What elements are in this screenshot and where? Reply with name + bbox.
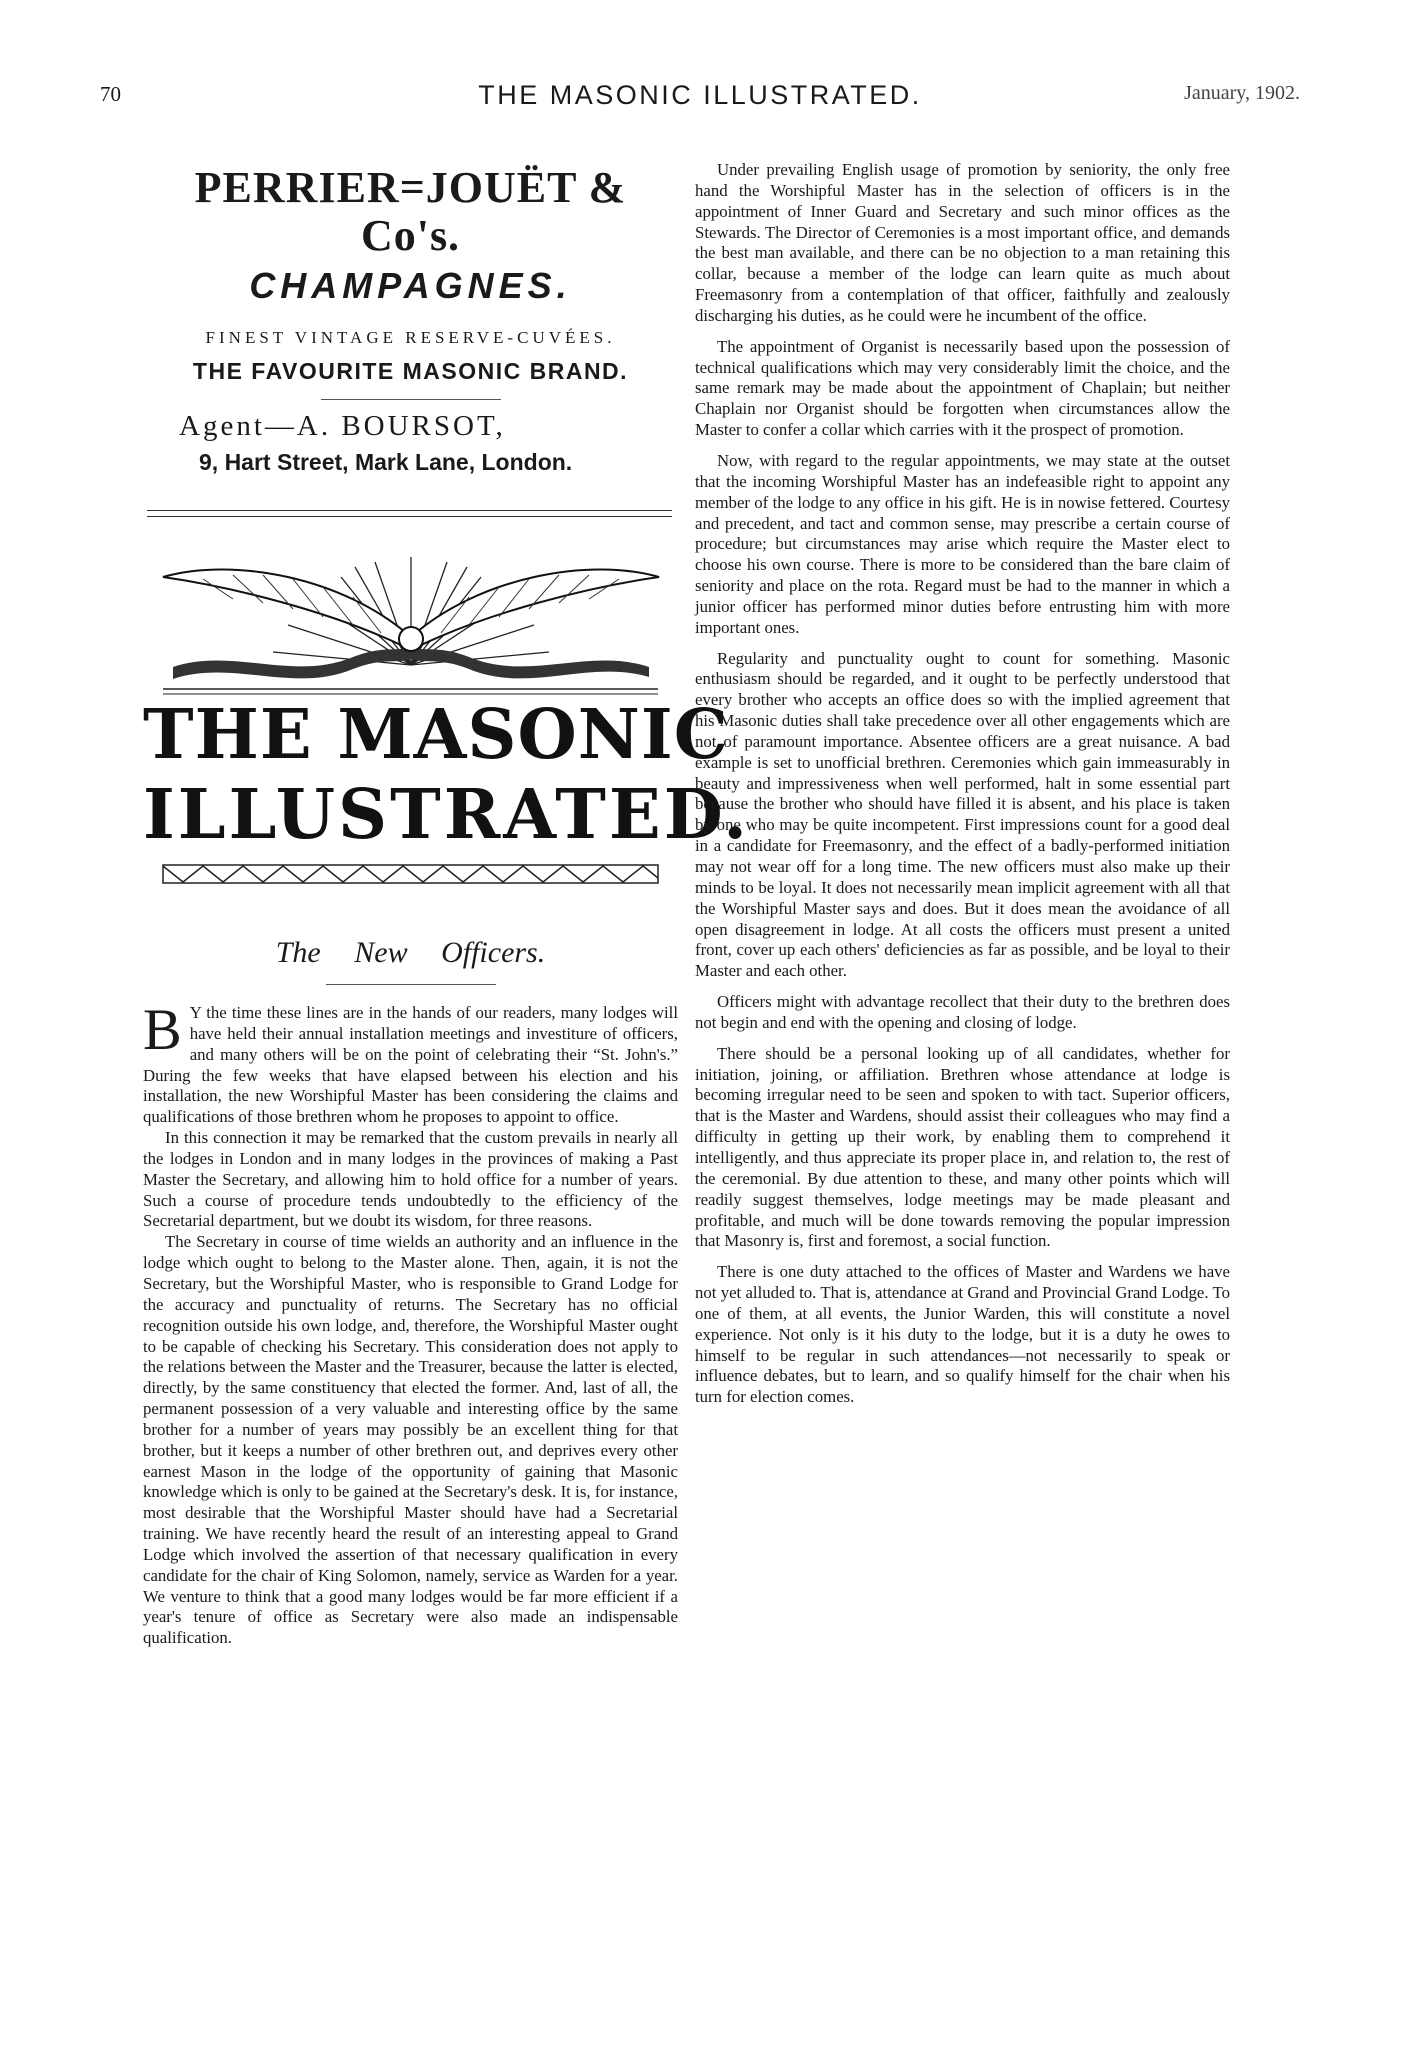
champagne-advertisement bbox=[143, 164, 678, 476]
right-column bbox=[695, 160, 1230, 1418]
paragraph-text: Y the time these lines are in the hands of our readers, many lodges will have held their annual installation meetings and investiture of officers, and many others will be on the point of celebrating their “St. John's.” During the few weeks that have elapsed between his election and his installation, the new Worshipful Master has been considering the claims and qualifications of those brethren whom he proposes to appoint to office. bbox=[143, 1003, 678, 1127]
paragraph: There is one duty attached to the offices of Master and Wardens we have not yet alluded to. That is, attendance at Grand and Provincial Grand Lodge. To one of them, at all events, the Junior Warden, this will constitute a novel experience. Not only is it his duty to the lodge, but it is a duty he owes to himself to be regular in such attendances—not necessarily to speak or influence debates, but to learn, and so qualify himself for the chair when his turn for election comes. bbox=[695, 1262, 1230, 1407]
masthead-line-2: ILLUSTRATED. bbox=[143, 775, 750, 855]
paragraph: The Secretary in course of time wields an authority and an influence in the lodge which ought to belong to the Master alone. Then, again, it is not the Secretary, but the Worshipful Master, who is responsible to Grand Lodge for the accuracy and punctuality of returns. The Secretary has no official recognition outside his own lodge, and, therefore, the Worshipful Master ought to be capable of checking his Secretary. This consideration does not apply to the relations between the Master and the Treasurer, because the latter is elected, directly, by the same constituency that elected the former. And, last of all, the permanent possession of a very valuable and interesting office by the same brother for a number of years may possibly be an excellent thing for that brother, but it keeps a number of other brethren out, and deprives every other earnest Mason in the lodge of the opportunity of gaining that Masonic knowledge which is only to be gained at the Secretary's desk. It is, for instance, most desirable that the Worshipful Master should have had a Secretarial training. We have recently heard the result of an interesting appeal to Grand Lodge which involved the assertion of that necessary qualification in every candidate for the chair of King Solomon, namely, service as Warden for a year. We venture to think that a good many lodges would be far more efficient if a year's tenure of office as Secretary were also made an indispensable qualification. bbox=[143, 1232, 678, 1648]
paragraph: Now, with regard to the regular appointments, we may state at the outset that the incoming Worshipful Master has an indefeasible right to appoint any member of the lodge to any office in his gift. He is in nowise fettered. Courtesy and precedent, and tact and common sense, may prescribe a certain course of procedure; but circumstances may arise which require the Master elect to choose his own course. There is more to be considered than the bare claim of seniority and place on the rota. Regard must be had to the manner in which a junior officer has performed minor duties before entrusting him with more important ones. bbox=[695, 450, 1230, 637]
running-title: THE MASONIC ILLUSTRATED. bbox=[478, 80, 922, 110]
ad-brand: PERRIER=JOUËT & Co's. bbox=[194, 163, 627, 260]
paragraph: There should be a personal looking up of all candidates, whether for initiation, joining, or affiliation. Brethren whose attendance at lodge is becoming irregular need to be seen and spoken to with tact. Superior officers, that is the Master and Wardens, should assist their colleagues who may find a difficulty in getting up their work, by enabling them to comprehend it intelligently, and thus appreciate its proper place in, and relation to, the rest of the ceremonial. By due attention to these, and many other points which will readily suggest themselves, lodge meetings may be made pleasant and profitable, and much will be done towards removing the popular impression that Masonry is, first and foremost, a social function. bbox=[695, 1043, 1230, 1251]
paragraph bbox=[143, 997, 678, 1128]
ad-tagline: FINEST VINTAGE RESERVE-CUVÉES. bbox=[205, 328, 616, 347]
page-number: 70 bbox=[100, 82, 121, 106]
ad-product: CHAMPAGNES. bbox=[249, 265, 572, 306]
paragraph: The appointment of Organist is necessarily based upon the possession of technical qualifications which may very considerably limit the choice, and the same remark may be made about the appointment of Chaplain; but neither Chaplain nor Organist should be forgotten when circumstances allow the Master to confer a collar which carries with it the prospect of promotion. bbox=[695, 336, 1230, 440]
ad-divider bbox=[321, 399, 501, 400]
issue-date: January, 1902. bbox=[1184, 82, 1300, 104]
ad-agent: Agent—A. BOURSOT, bbox=[179, 410, 506, 442]
ad-slogan: THE FAVOURITE MASONIC BRAND. bbox=[192, 358, 629, 384]
paragraph: Under prevailing English usage of promotion by seniority, the only free hand the Worshipful Master has in the selection of officers is in the appointment of Inner Guard and Secretary and such minor offices as the Stewards. The Director of Ceremonies is a most important office, and demands the best man available, and there can be no objection to a man retaining this collar, because a member of the lodge can learn quite as much about Freemasonry from a contemplation of that officer, faithfully and zealously discharging his duties, as he could were he incumbent of the office. bbox=[695, 160, 1230, 325]
paragraph: Officers might with advantage recollect that their duty to the brethren does not begin and end with the opening and closing of lodge. bbox=[695, 992, 1230, 1032]
title-divider bbox=[326, 984, 496, 985]
masthead-line-1: THE MASONIC bbox=[143, 695, 729, 775]
paragraph: Regularity and punctuality ought to count for something. Masonic enthusiasm should be regarded, and it ought to be perfectly understood that every brother who accepts an office does so with the implied agreement that his Masonic duties shall take precedence over all other engagements which are not of paramount importance. Absentee officers are a great nuisance. A bad example is set to unofficial brethren. Ceremonies which gain immeasurably in beauty and impressiveness when well performed, halt in some essential part because the brother who should have filled it is absent, and his place is taken by one who may be quite incompetent. First impressions count for a good deal in a candidate for Freemasonry, and the effect of a badly-performed initiation may not wear off for a long time. The new officers must also make up their minds to be loyal. It does not necessarily mean implicit agreement with all that the Worshipful Master says and does. But it does mean the avoidance of all open disagreement in lodge. At all costs the officers must present a united front, cover up each others' deficiencies as far as possible, and be loyal to their Master and each other. bbox=[695, 648, 1230, 981]
paragraph: In this connection it may be remarked that the custom prevails in nearly all the lodges in London and in many lodges in the provinces of making a Past Master the Secretary, and allowing him to hold office for a number of years. Such a course of procedure tends undoubtedly to the efficiency of the Secretarial department, but we doubt its wisdom, for three reasons. bbox=[143, 1128, 678, 1231]
page-header bbox=[100, 82, 1300, 122]
masthead bbox=[143, 517, 750, 922]
section-divider bbox=[147, 510, 672, 517]
left-column bbox=[143, 160, 750, 1649]
article-title: The New Officers. bbox=[275, 936, 546, 969]
drop-cap: B bbox=[143, 997, 182, 1062]
ad-address: 9, Hart Street, Mark Lane, London. bbox=[199, 449, 573, 475]
